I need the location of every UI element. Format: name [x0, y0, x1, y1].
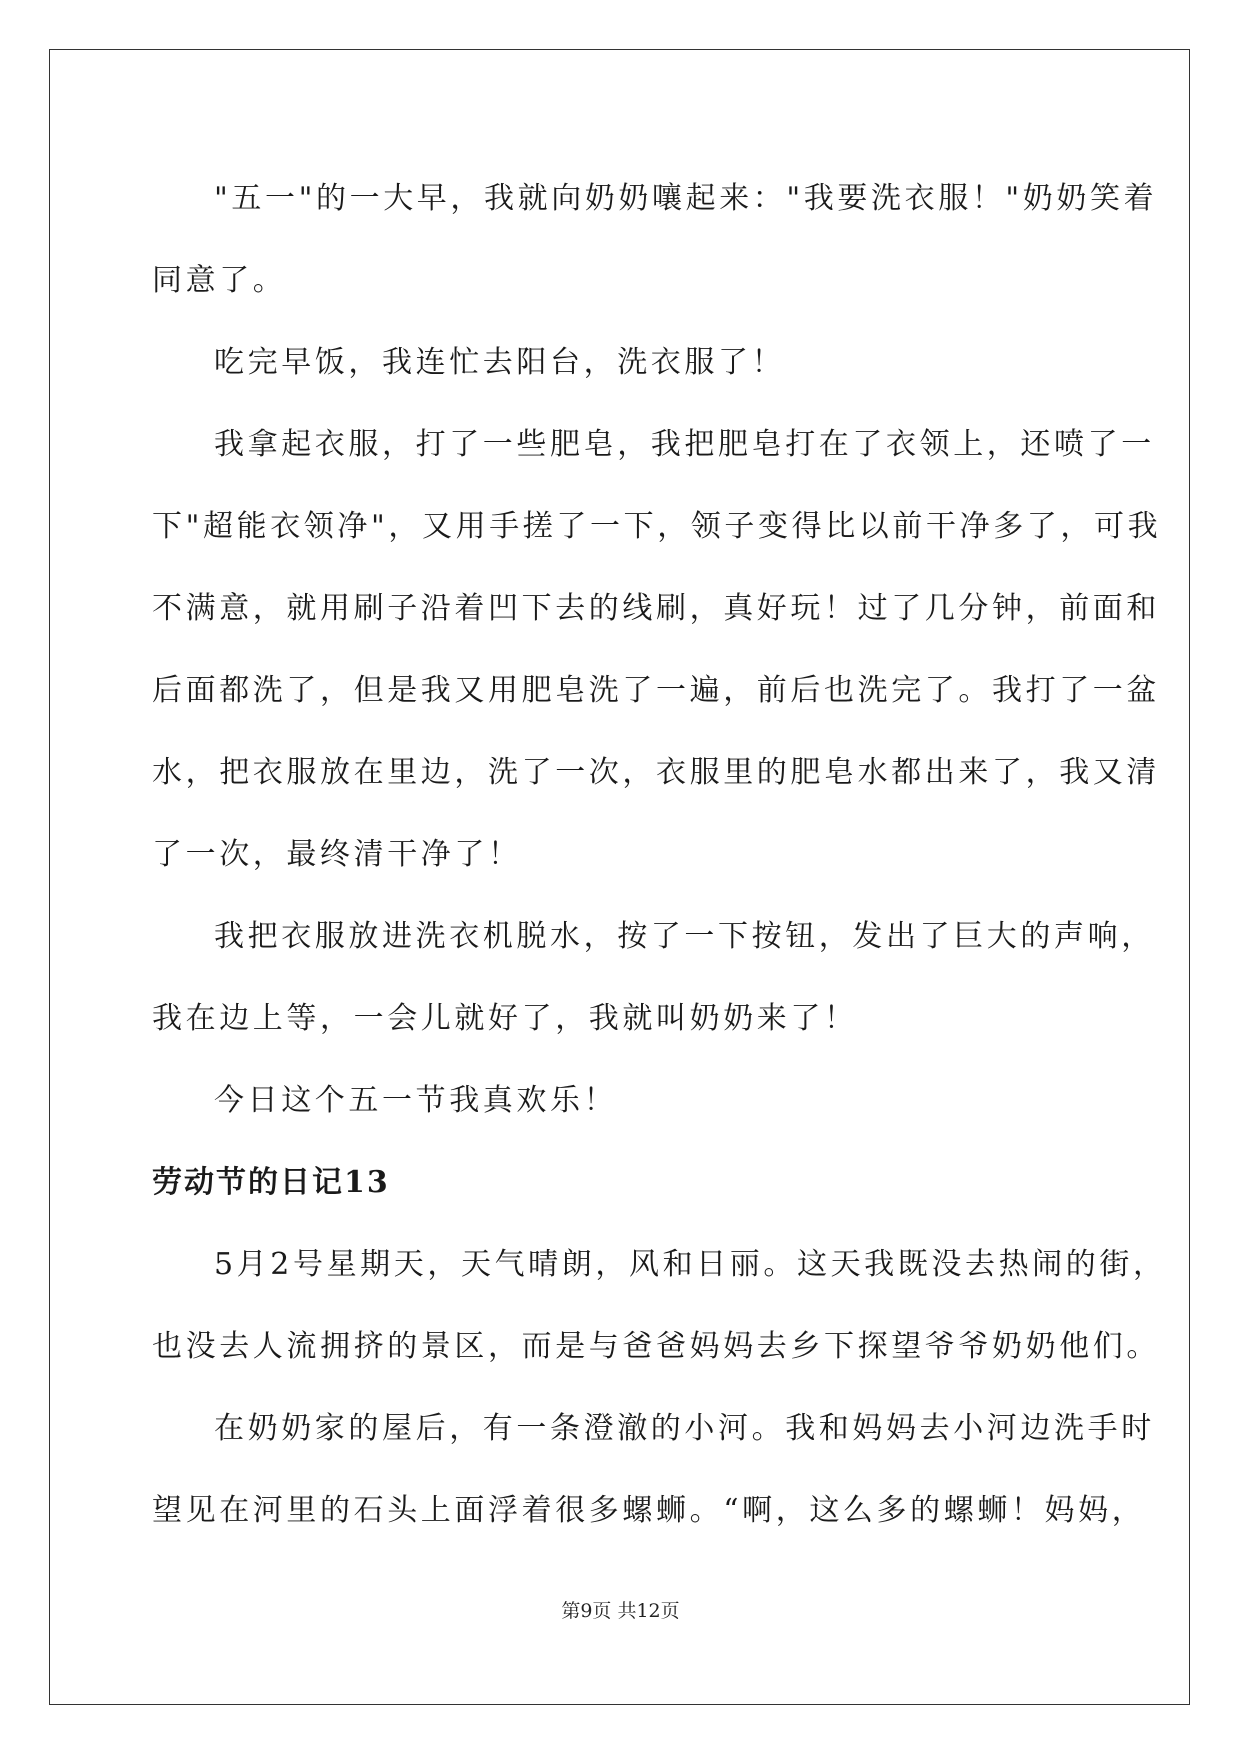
paragraph: [152, 1224, 1167, 1388]
paragraph: [152, 404, 1162, 896]
text-line: 望见在河里的石头上面浮着很多螺蛳。“啊，这么多的螺蛳！妈妈，: [152, 1493, 1146, 1528]
text-line: 不满意，就用刷子沿着凹下去的线刷，真好玩！过了几分钟，前面和: [152, 591, 1160, 626]
text-line: 5月2号星期天，天气晴朗，风和日丽。这天我既没去热闹的街，: [214, 1247, 1167, 1282]
paragraph: [152, 1388, 1155, 1552]
paragraph: [152, 1060, 1094, 1142]
paragraph: [152, 896, 1155, 1060]
text-line: 我拿起衣服，打了一些肥皂，我把肥皂打在了衣领上，还喷了一: [214, 427, 1155, 462]
text-line: 下"超能衣领净"，又用手搓了一下，领子变得比以前干净多了，可我: [152, 509, 1162, 544]
text-line: 也没去人流拥挤的景区，而是与爸爸妈妈去乡下探望爷爷奶奶他们。: [152, 1329, 1160, 1364]
document-body: [152, 158, 1167, 1552]
text-line: "五一"的一大早，我就向奶奶嚷起来："我要洗衣服！"奶奶笑着: [214, 181, 1158, 216]
text-line: 我把衣服放进洗衣机脱水，按了一下按钮，发出了巨大的声响，: [214, 919, 1155, 954]
paragraph: [152, 322, 1094, 404]
page-number: 第9页 共12页: [561, 1600, 680, 1622]
text-line: 吃完早饭，我连忙去阳台，洗衣服了！: [214, 345, 786, 380]
text-line: 我在边上等，一会儿就好了，我就叫奶奶来了！: [152, 1001, 858, 1036]
text-line: 了一次，最终清干净了！: [152, 837, 522, 872]
text-line: 水，把衣服放在里边，洗了一次，衣服里的肥皂水都出来了，我又清: [152, 755, 1160, 790]
section-heading: 劳动节的日记13: [152, 1165, 390, 1200]
paragraph: [152, 158, 1158, 322]
text-line: 在奶奶家的屋后，有一条澄澈的小河。我和妈妈去小河边洗手时: [214, 1411, 1155, 1446]
text-line: 今日这个五一节我真欢乐！: [214, 1083, 618, 1118]
text-line: 后面都洗了，但是我又用肥皂洗了一遍，前后也洗完了。我打了一盆: [152, 673, 1160, 708]
text-line: 同意了。: [152, 263, 287, 298]
